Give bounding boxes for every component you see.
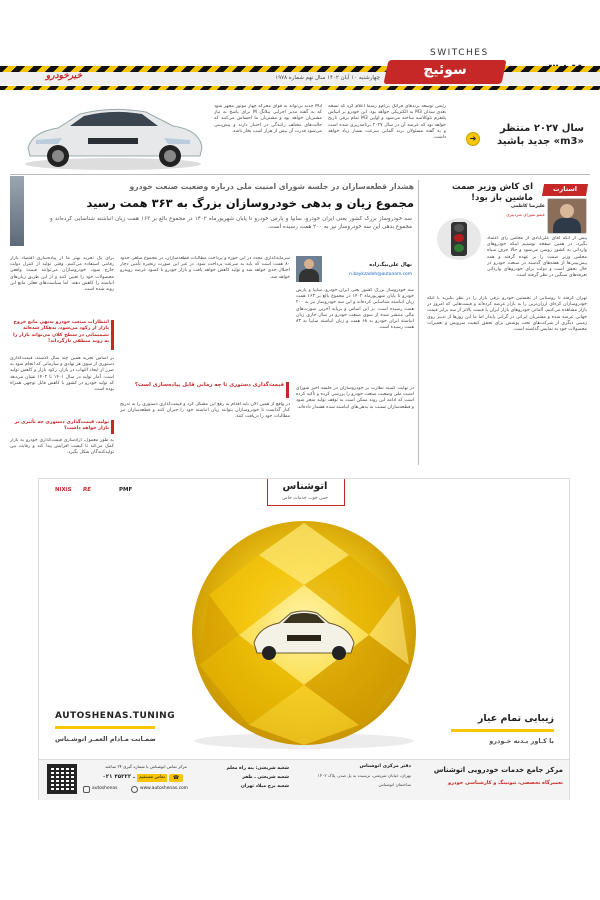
start-badge-text: استارت bbox=[553, 185, 577, 193]
phone-caption: تماس مستقیم bbox=[137, 774, 167, 782]
editorial bbox=[425, 178, 590, 468]
ad-footer bbox=[39, 759, 569, 800]
qr-code bbox=[47, 764, 77, 794]
reporter-email: n.baykzadeh@autonam.com bbox=[349, 272, 412, 277]
editorial-body-1: پیش از آنکه آقای علی‌آبادی از مجلس رأی اعتماد بگیرد، در همین صفحه نوشتیم اینکه خودروهای وارداتی به کشور روشن می‌شود و حالا حرفِ سیاه مجلس وزیر صمت را بر عهده گرفته و همه پیش‌بینی‌ها از هفته‌های گذشته در صنعت خودرو در حال تحقق است و دولت برای خودروهای وارداتی تعرفه‌های سنگین در نظر گرفته است. bbox=[487, 236, 587, 279]
main-col2: سرمایه‌گذاری مجدد در این حوزه و پرداخت مطالبات قطعه‌سازان، در مجموع مبلغی حدود ۸۰ همت است که باید به سرعت پرداخت شود. در غیر این صورت زنجیره تأمین دچار اختلال جدی خواهد شد و تولید کاهش خواهد یافت و بازار خودرو با کمبود عرضه روبه‌رو خواهد شد. bbox=[120, 256, 290, 280]
partner-logo-nixis: NiXiS bbox=[55, 487, 72, 493]
main-kicker: هشدار قطعه‌سازان در جلسه شورای امنیت ملی درباره وضعیت صنعت خودرو bbox=[129, 182, 414, 191]
top-story bbox=[0, 92, 600, 172]
column-divider bbox=[418, 180, 419, 465]
services-title: مرکز جامع خدمات خودرویی اتوشناس bbox=[433, 766, 563, 774]
subhead1-marker bbox=[286, 382, 289, 398]
reporter-photo bbox=[296, 256, 322, 282]
ad-logo: اتوشناس bbox=[282, 481, 328, 492]
partner-logo-re: RE bbox=[83, 487, 91, 493]
branch-1: شعبه شریعتی: بنه راه معلم bbox=[226, 766, 289, 771]
yellow-bar-left bbox=[55, 726, 155, 729]
top-story-headline: سال ۲۰۲۷ منتظر «m3» جدید باشید bbox=[497, 123, 584, 147]
phone-number: ۰۲۱ ـ ۴۵۲۲۲ bbox=[102, 774, 135, 780]
section-badge-text: سوئیچ bbox=[423, 62, 467, 78]
hazard-stripe-bottom bbox=[0, 86, 600, 90]
arrow-icon: ➜ bbox=[466, 132, 480, 146]
main-col3: برای یک تجربه بهتر ما از پیاده‌سازی اقتصاد بازار رقابتی استفاده می‌کنیم. وقتی تولید از کنترل دولت خارج شود، خودروسازان می‌توانند قیمت واقعی محصولات خود را تعیین کنند و از این طریق زیان‌های انباشته را کاهش دهند. اما سیاست‌های فعلی مانع این روند شده است. bbox=[10, 256, 114, 293]
head-office-label: دفتر مرکزی اتوشناس bbox=[359, 764, 411, 769]
main-deck: سه خودروساز بزرگ کشور یعنی ایران خودرو، سایپا و پارس خودرو تا پایان شهریورماه ۱۴۰۲ در مجموع بالغ بر ۱۶۳ همت زیان انباشته شناسایی کرده‌اند و مجموع بدهی این سه خودروساز نیز به ۲۰۰ همت رسیده است. bbox=[50, 216, 412, 230]
website-url: www.autoshenas.com bbox=[140, 786, 188, 791]
date-line: چهارشنبه ۱۰ آبان ۱۴۰۲ سال نهم شماره ۱۹۷۸ bbox=[275, 75, 380, 81]
partner-logo-pmf: PMF bbox=[119, 487, 133, 493]
switches-label: SWITCHES bbox=[430, 48, 489, 58]
divider bbox=[10, 174, 590, 175]
editorial-title: ای کاش وزیر صمت ماشین باز بود! bbox=[451, 182, 533, 203]
branch-3: شعبه برج میلاد تهران bbox=[240, 784, 289, 789]
main-headline: مجموع زیان و بدهی خودروسازان بزرگ به ۳۶۳ همت رسید bbox=[86, 196, 414, 210]
car-image bbox=[18, 98, 208, 172]
author-role: عضو شورای سردبیری bbox=[506, 212, 545, 217]
brand-logo: خبرخودرو bbox=[45, 71, 83, 81]
reporter-name: نهال علی‌بیگ‌زاده bbox=[369, 262, 412, 268]
main-col2b: در واقع از همین الان باید اقدام به رفع این مشکل کرد و قیمت‌گذاری دستوری را به تدریج کنار گذاشت تا خودروسازان بتوانند زیان انباشته خود را جبران کنند و قطعه‌سازان نیز مطالبات خود را دریافت کنند. bbox=[120, 402, 290, 420]
gem-image bbox=[179, 515, 429, 751]
ad-brand-en: AUTOSHENAS.TUNING bbox=[55, 711, 176, 721]
contact-label: مرکز تماس اتوشناس با شماره گیری ۲۴ ساعته bbox=[105, 764, 187, 769]
website-icon bbox=[131, 786, 138, 793]
masthead bbox=[0, 0, 600, 105]
services-sub: تعمیرگاه تخصصی، تیونینگ و کارشناسی خودرو bbox=[448, 780, 563, 786]
main-col1: سه خودروساز بزرگ کشور یعنی ایران خودرو، سایپا و پارس خودرو تا پایان شهریورماه ۱۴۰۲ در مجموع بالغ بر ۱۶۳ همت زیان انباشته شناسایی کرده‌اند و این سه خودروساز نیز به ۲۰۰ همت رسیده است. بر این اساس و برپایه آخرین صورت‌های مالی منتشر شده از سوی صنعت خودرو در سال جاری زیان انباشته ایران خودرو به ۶۸ همت و زیان انباشته سایپا به ۸۳ همت رسیده است. bbox=[296, 288, 414, 331]
top-story-col1: رئیس توسعه برندهای فرانک بی‌ام‌و رسماً اعلام کرد که نسخه بعدی سدان M3 به الکتریکی خواهد بود. این خودرو بر اساس پلتفرم نئوکلاسه ساخته می‌شود و اولین M3 تمام برقی تاریخ خواهد بود که عرضه آن در سال ۲۰۲۷ برنامه‌ریزی شده است و به گفته مسئولان برند آلمانی سرعت بسیار زیاد خواهد داشت. bbox=[328, 104, 446, 141]
traffic-light-icon bbox=[437, 218, 481, 260]
ad-logo-tagline: حس خوب خدمات خاص bbox=[282, 496, 328, 501]
main-col4b: به طور معمول، آزادسازی قیمت‌گذاری خودرو به بازار کمک می‌کند تا کیفیت افزایش پیدا کند و رقابت بین تولیدکنندگان شکل بگیرد. bbox=[10, 438, 114, 456]
main-col1b: در نهایت کمیته نظارت بر خودروسازان در جلسه اخیر شورای امنیت ملی وضعیت صنعت خودرو را بررسی کرده و تأکید کرده است که ادامه این روند ممکن است به توقف تولید منجر شود و قطعه‌سازان نسبت به بدهی‌های انباشته شده هشدار داده‌اند. bbox=[296, 386, 414, 410]
branch-2: شعبه شریعتی ـ ظفر bbox=[242, 775, 289, 780]
phone-icon: ☎ bbox=[169, 774, 183, 782]
editorial-body-2: تهران گرفته تا روستایی از نخستین خودرو برقی بازار را در نظر بگیرید با آنکه خودروسازان کره‌ای ارزان‌ترین را به بازار عرضه کرده‌اند و قیمت‌هایی که امروز در بازار مشاهده می‌کنیم، آلمانی خودروهای بازار ایران با قیمت بالاتر از سه برابر قیمت جهانی عرضه شده و مشتریان ایرانی در گرانی پایدار اما ما این روزها از تدبیر روی زمینی دیگری از شرکت‌های تحت پوشش برای تحقق کیفیت سرویس و تعمیرات محصولات خود به نمایش گذاشته است. bbox=[427, 296, 587, 333]
author-name: علیرضا کاظمی bbox=[511, 204, 545, 209]
side-photo bbox=[10, 176, 24, 246]
head-office-address: تهران، خیابان شریعتی، نرسیده به پل صدر، پلاک ۱۴۰۲ bbox=[317, 773, 411, 778]
instagram-handle: autoshenas bbox=[92, 786, 118, 791]
ad-slogan-left: ضمـانت مـادام العمـر اتوشـناس bbox=[55, 735, 156, 743]
subhead2-marker bbox=[111, 320, 114, 350]
main-subhead2: انتظارات صنعت خودرو بدنهی مانع خروج بازار از رکود می‌شود، بدهکار شده‌اند تصمیماتی در سطح کلان می‌تواند بازار را به روند منطقی بازگرداند! bbox=[12, 320, 109, 345]
subhead3-marker bbox=[111, 420, 114, 434]
yellow-bar-right bbox=[451, 729, 554, 732]
head-office-extra: ساختمان اتوشناس bbox=[378, 782, 411, 787]
main-subhead1: قیمت‌گذاری دستوری تا چه زمانی قابل پیاده‌سازی است؟ bbox=[134, 382, 284, 388]
main-col4: بر اساس تجربه همین چند سال گذشته، قیمت‌گذاری دستوری از سوی هر نهادی و سازمانی که انجام شود به ضرر از ایجاد التهاب در بازار، رکود بازار و کاهش تولید است. آمار تولید در سال ۱۴۰۱ تا ۱۴۰۲ نشان می‌دهد که تولید خودرو در کشور با کاهش قابل توجهی همراه بوده است. bbox=[10, 356, 114, 393]
autoshenas-ad bbox=[38, 478, 570, 800]
main-subhead3: تولید، قیمت‌گذاری دستوری چه تأثیری بر بازار خواهد داشت؟ bbox=[14, 420, 109, 432]
instagram-icon bbox=[83, 786, 90, 793]
ad-slogan-right-sub: با کـاور بـدنه خـودرو bbox=[489, 737, 554, 745]
top-story-col2: M3 جدید بی‌تواند به قوای محرکه چهار موتور مجهز شود که به گفته مدیر اجرایی بیلانگ M برای پاسخ به نیاز مشتریان خواهد بود و مشتریان ما احساس می‌کنند که حالت‌های مختلف رانندگی در اختیار دارند و پیش‌بینی می‌شود قدرت آن بیش از هزار اسب بخار باشد. bbox=[214, 104, 322, 134]
main-story bbox=[10, 176, 414, 471]
ad-slogan-right-title: زیبایی تمام عیار bbox=[477, 713, 554, 724]
author-photo bbox=[547, 198, 587, 234]
